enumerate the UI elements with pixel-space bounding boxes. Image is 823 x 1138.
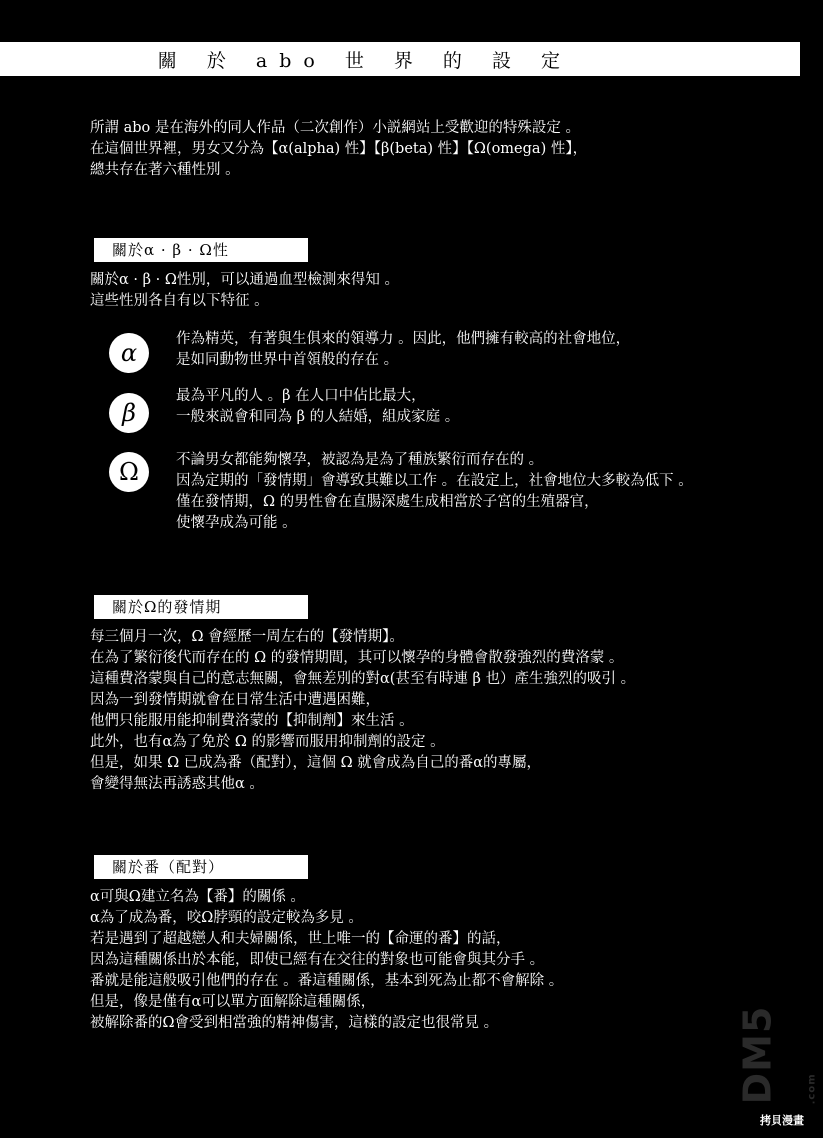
heat-line: 因為一到發情期就會在日常生活中遭遇困難， [90,692,380,708]
page-title: 關 於 abo 世 界 的 設 定 [157,49,572,72]
section-heading-mate: 關於番（配對） [94,855,308,879]
intro-line: 所謂 abo 是在海外的同人作品（二次創作）小説網站上受歡迎的特殊設定 。 [90,120,580,136]
section-heading-genders: 關於α · β · Ω性 [94,238,308,262]
heat-paragraph [90,627,635,795]
heat-line: 他們只能服用能抑制費洛蒙的【抑制劑】來生活 。 [90,713,414,729]
mate-line: 但是，像是僅有α可以單方面解除這種關係， [90,994,376,1010]
page-title-bar [0,42,800,76]
omega-line: 不論男女都能夠懷孕，被認為是為了種族繁衍而存在的 。 [176,452,544,468]
heat-line: 在為了繁衍後代而存在的 Ω 的發情期間，其可以懷孕的身體會散發強烈的費洛蒙 。 [90,650,624,666]
omega-symbol-icon: Ω [109,452,149,492]
omega-line: 使懷孕成為可能 。 [176,515,297,531]
intro-line: 總共存在著六種性別 。 [90,162,240,178]
alpha-symbol-icon: α [109,333,149,373]
beta-symbol-icon: β [109,393,149,433]
genders-intro-line: 關於α · β · Ω性別，可以通過血型檢測來得知 。 [90,272,399,288]
genders-intro [90,270,399,312]
beta-line: 一般來説會和同為 β 的人結婚，組成家庭 。 [176,409,460,425]
heat-line: 這種費洛蒙與自己的意志無關，會無差別的對α(甚至有時連 β 也）產生強烈的吸引 。 [90,671,636,687]
mate-line: α為了成為番，咬Ω脖頸的設定較為多見 。 [90,910,363,926]
intro-paragraph [90,118,587,181]
heat-line: 但是，如果 Ω 已成為番（配對），這個 Ω 就會成為自己的番α的專屬， [90,755,542,771]
omega-line: 僅在發情期，Ω 的男性會在直腸深處生成相當於子宮的生殖器官， [176,494,599,510]
mate-line: α可與Ω建立名為【番】的關係 。 [90,889,305,905]
beta-description [176,386,459,428]
mate-line: 若是遇到了超越戀人和夫婦關係，世上唯一的【命運的番】的話， [90,931,511,947]
beta-line: 最為平凡的人 。β 在人口中佔比最大， [176,388,426,404]
alpha-line: 是如同動物世界中首領般的存在 。 [176,352,399,368]
genders-intro-line: 這些性別各自有以下特征 。 [90,293,269,309]
alpha-description [176,329,630,371]
watermark-brand: DM5 [735,1005,779,1105]
mate-line: 因為這種關係出於本能，即使已經有在交往的對象也可能會與其分手 。 [90,952,545,968]
watermark-logo-text [735,1006,823,1105]
mate-line: 被解除番的Ω會受到相當強的精神傷害，這樣的設定也很常見 。 [90,1015,499,1031]
watermark-logo [735,1000,817,1110]
omega-description [176,450,693,534]
alpha-line: 作為精英，有著與生俱來的領導力 。因此，他們擁有較高的社會地位， [176,331,631,347]
section-heading-heat: 關於Ω的發情期 [94,595,308,619]
omega-line: 因為定期的「發情期」會導致其難以工作 。在設定上，社會地位大多較為低下 。 [176,473,693,489]
heat-line: 會變得無法再誘惑其他α 。 [90,776,264,792]
mate-line: 番就是能這般吸引他們的存在 。番這種關係，基本到死為止都不會解除 。 [90,973,564,989]
watermark-domain: .com [806,1073,817,1105]
intro-line: 在這個世界裡，男女又分為【α(alpha) 性】【β(beta) 性】【Ω(omega) 性】， [90,141,588,157]
heat-line: 此外，也有α為了免於 Ω 的影響而服用抑制劑的設定 。 [90,734,445,750]
watermark-caption: 拷貝漫畫 [760,1114,804,1127]
heat-line: 每三個月一次，Ω 會經歷一周左右的【發情期】。 [90,629,404,645]
mate-paragraph [90,887,563,1034]
